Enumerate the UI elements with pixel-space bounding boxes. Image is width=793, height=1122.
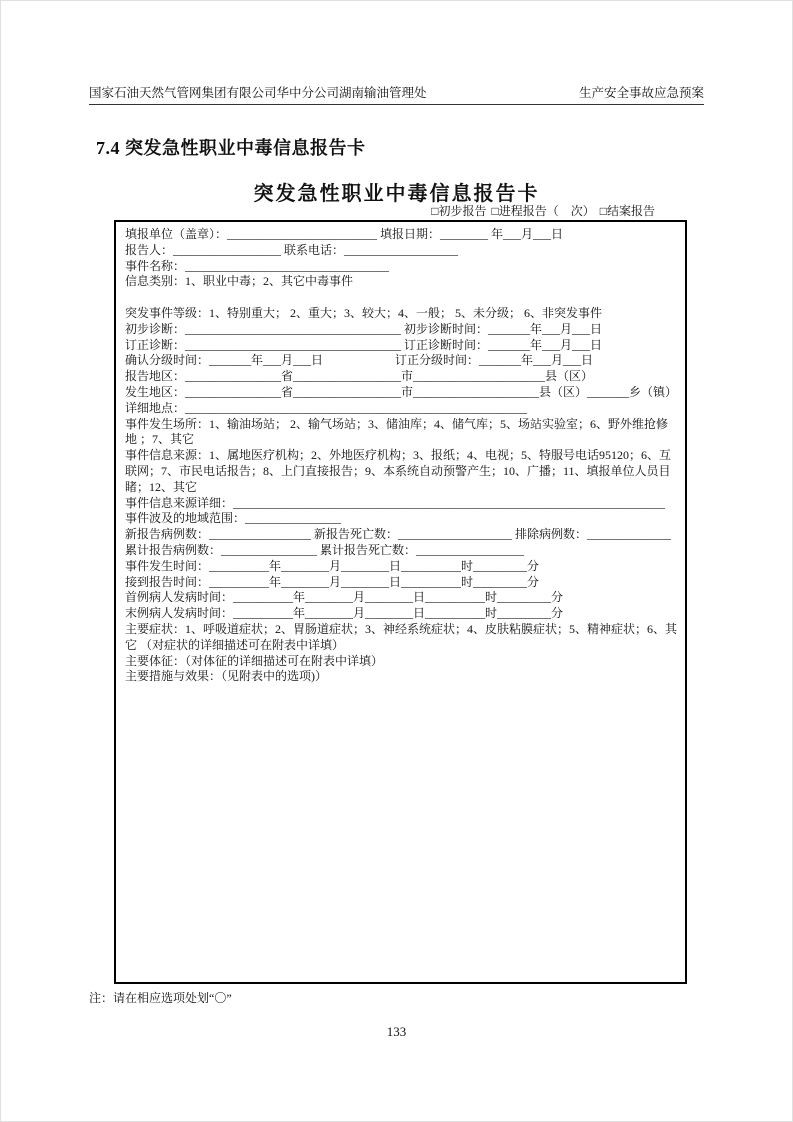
form-line: 末例病人发病时间：__________年________月________日__________时_________分 [125,606,564,621]
page-header [89,85,704,105]
form-line [125,290,677,306]
section-heading: 7.4 突发急性职业中毒信息报告卡 [96,138,366,158]
header-left-text: 国家石油天然气管网集团有限公司华中分公司湖南输油管理处 [89,86,427,100]
form-line: 发生地区：________________省__________________市_____________________县（区）_______乡（镇） [125,384,678,399]
form-line: 主要症状：1、呼吸道症状；2、胃肠道症状；3、神经系统症状；4、皮肤粘膜症状；5、精神症状；6、其它 （对症状的详细描述可在附表中详填） [125,621,678,652]
form-line: 详细地点：_________________________________________________________ [125,400,528,415]
form-line: 订正诊断：____________________________________ 订正诊断时间：_______年___月___日 [125,337,603,352]
checkbox-icon: □ [431,204,439,218]
form-line: 接到报告时间：__________年________月________日__________时_________分 [125,574,540,589]
report-type-option-progress [491,204,594,218]
form-line: 首例病人发病时间：__________年________月________日__________时_________分 [125,590,564,605]
form-line: 事件发生时间：__________年________月________日__________时_________分 [125,558,540,573]
report-type-option-final [600,204,655,218]
checkbox-icon: □ [599,204,607,218]
form-line: 事件名称：__________________________________ [125,258,390,273]
form-line: 事件信息来源：1、属地医疗机构；2、外地医疗机构；3、报纸；4、电视；5、特服号电话95120；6、互联网；7、市民电话报告；8、上门直接报告；9、本系统自动预警产生；10、广播；11、填报单位人员目睹；12、其它 [125,448,672,494]
form-line: 初步诊断：____________________________________ 初步诊断时间：_______年___月___日 [125,321,603,336]
form-line: 主要体征：（对体征的详细描述可在附表中详填） [125,653,384,668]
checkbox-icon: □ [491,204,499,218]
form-title: 突发急性职业中毒信息报告卡 [253,183,540,205]
form-line: 新报告病例数：_________________ 新报告死亡数：___________________ 排除病例数：______________ [125,527,672,542]
report-type-label: 进程报告（ 次） [498,204,595,218]
form-line: 主要措施与效果：（见附表中的选项)） [125,669,327,684]
form-line: 确认分级时间：_______年___月___日 订正分级时间：_______年___月___日 [125,353,594,368]
footnote: 注：请在相应选项处划“〇” [89,991,232,1005]
report-type-label: 结案报告 [606,204,655,218]
form-line: 事件信息来源详细：________________________________________________________________________ [125,495,666,510]
report-type-label: 初步报告 [438,204,487,218]
form-line: 填报单位（盖章）：_________________________ 填报日期：________ 年___月___日 [125,227,564,241]
form-line: 报告地区：________________省__________________市______________________县（区） [125,369,594,384]
report-form-box [114,220,687,984]
report-type-row [431,202,655,219]
form-line: 报告人：__________________ 联系电话：___________________ [125,242,459,257]
form-line: 事件发生场所：1、输油场站； 2、输气场站；3、储油库；4、储气库；5、场站实验室；6、野外维抢修地 ；7、其它 [125,416,669,447]
page-number: 133 [386,1024,407,1039]
form-line: 信息类别：1、职业中毒；2、其它中毒事件 [125,274,354,289]
form-line: 累计报告病例数：________________ 累计报告死亡数：__________________ [125,542,525,557]
form-line: 事件波及的地域范围：________________ [125,511,342,526]
header-right-text: 生产安全事故应急预案 [578,86,704,100]
report-type-option-initial [431,204,486,218]
form-line: 突发事件等级：1、特别重大； 2、重大；3、较大；4、一般； 5、未分级； 6、非突发事件 [125,305,603,320]
